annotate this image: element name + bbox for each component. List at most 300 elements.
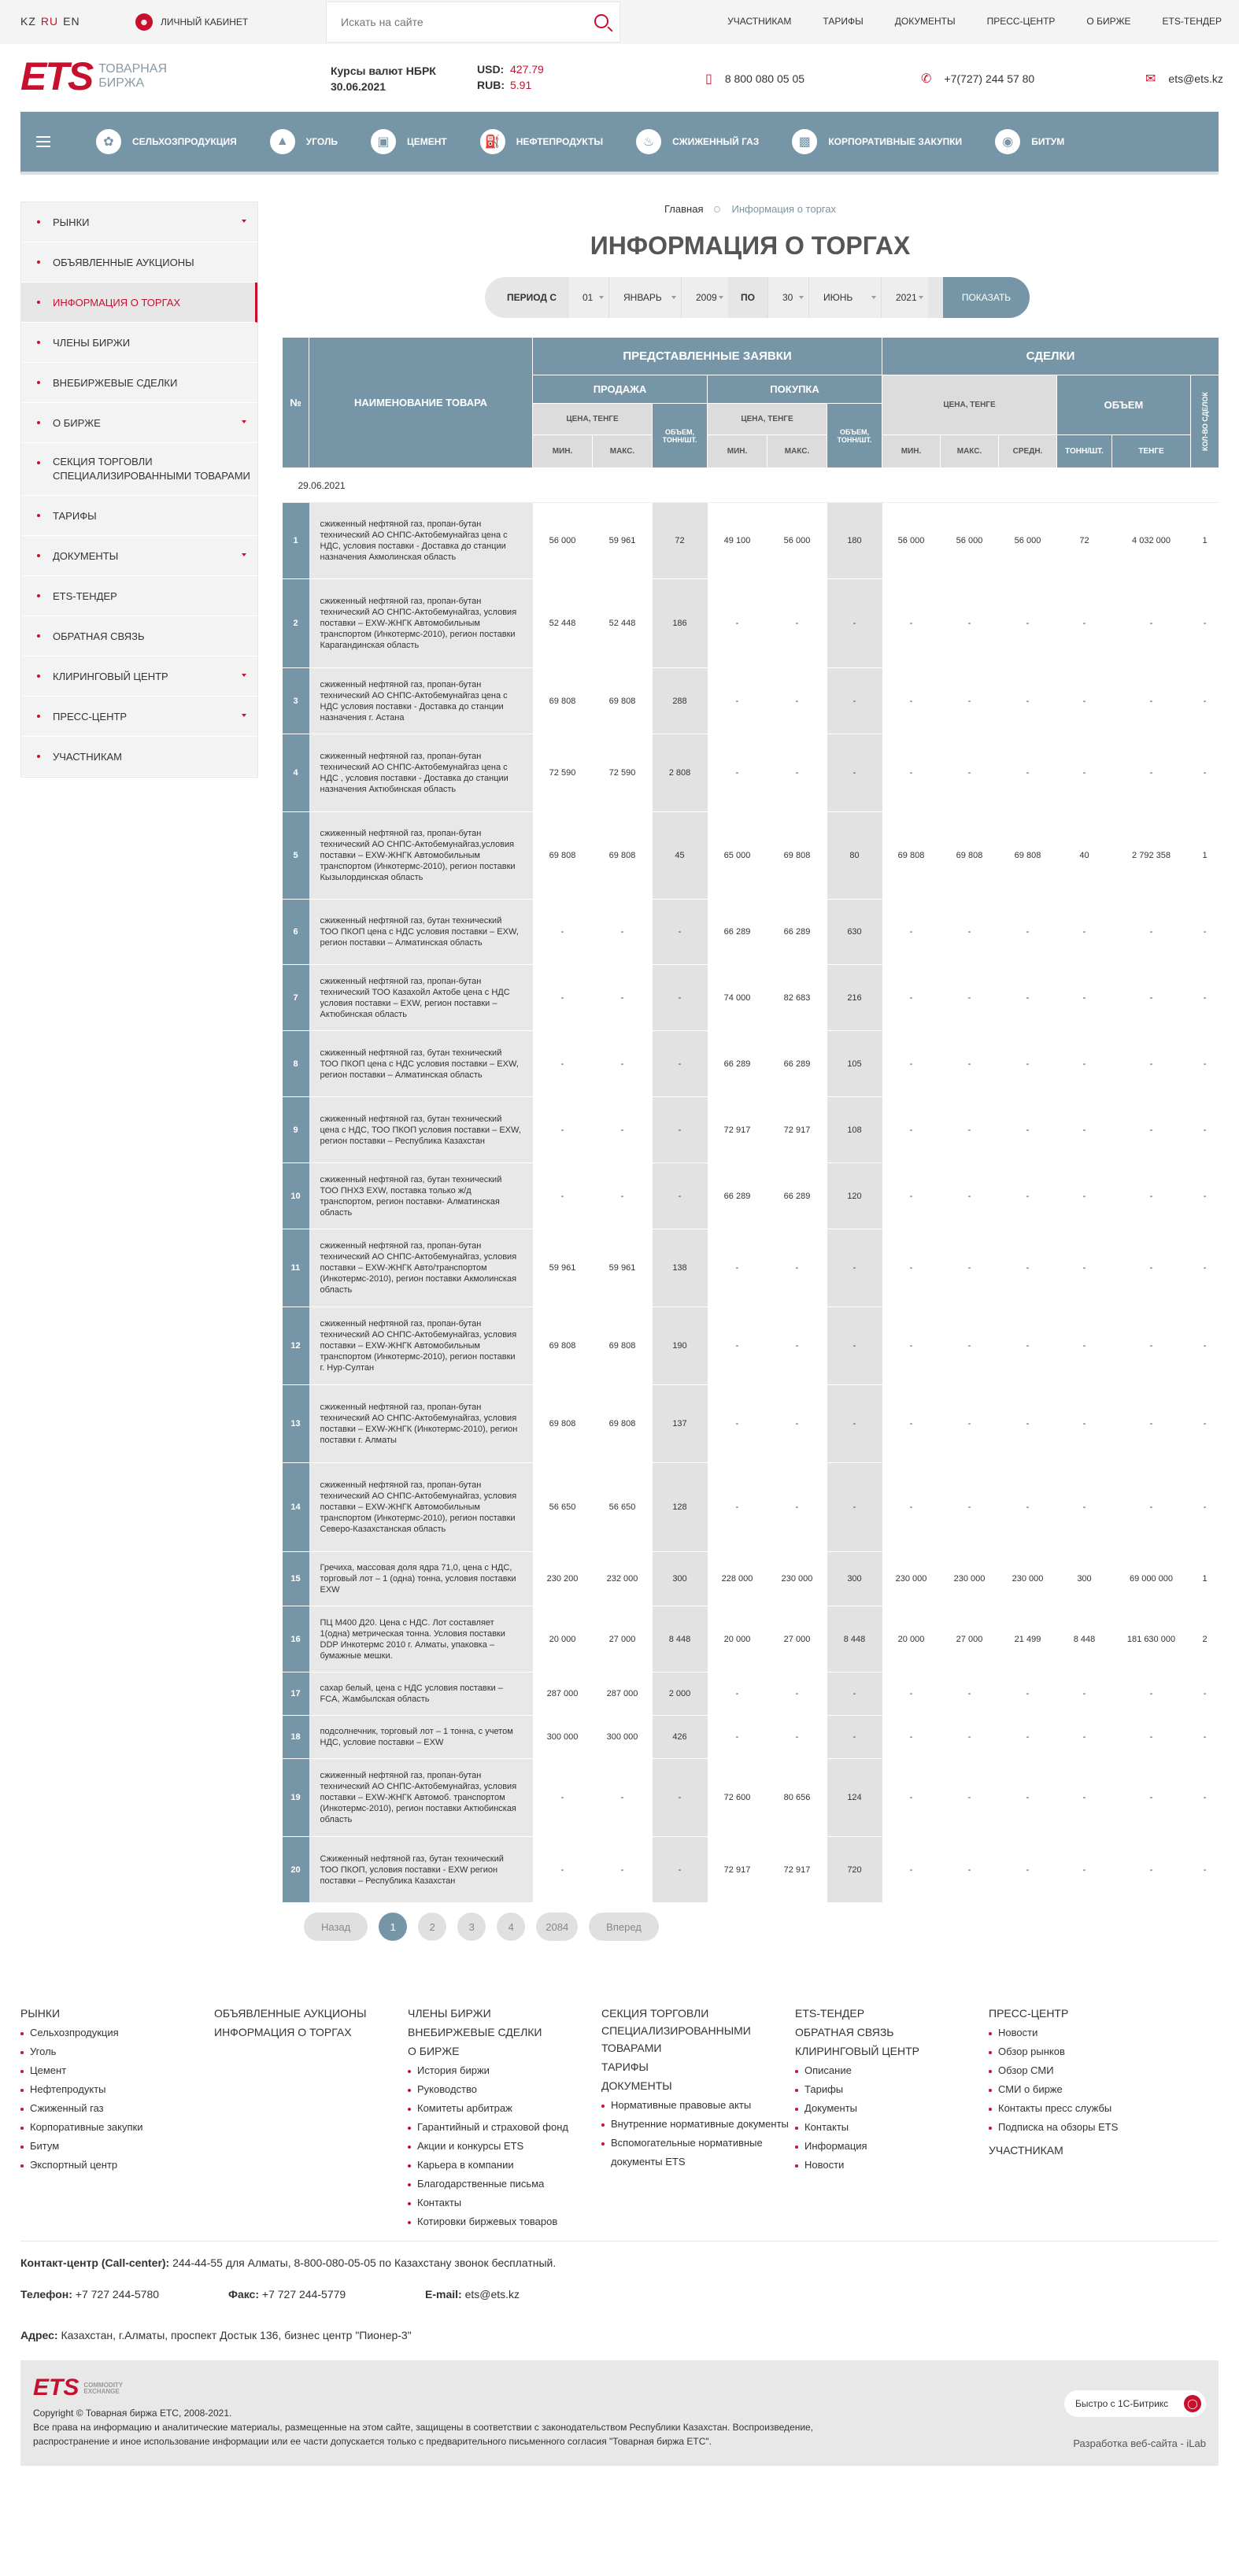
footer-link[interactable]: Экспортный центр bbox=[20, 2156, 209, 2175]
footer-members-link[interactable]: ЧЛЕНЫ БИРЖИ bbox=[408, 2007, 491, 2020]
sidebar-item[interactable] bbox=[21, 403, 257, 443]
table-cell: 230 000 bbox=[941, 1552, 999, 1606]
address-info bbox=[20, 2329, 412, 2341]
table-cell: 230 000 bbox=[882, 1552, 941, 1606]
col-requests: ПРЕДСТАВЛЕННЫЕ ЗАЯВКИ bbox=[533, 338, 882, 375]
footer-link[interactable]: Битум bbox=[20, 2137, 209, 2156]
topnav-tariffs[interactable]: ТАРИФЫ bbox=[823, 16, 864, 27]
topnav-tender[interactable]: ETS-ТЕНДЕР bbox=[1162, 16, 1222, 27]
nav-gas-label: СЖИЖЕННЫЙ ГАЗ bbox=[672, 136, 760, 147]
footer-link[interactable]: Обзор СМИ bbox=[989, 2061, 1178, 2080]
footer-clearing-list bbox=[795, 2061, 984, 2175]
footer-link[interactable]: Документы bbox=[795, 2099, 984, 2118]
bottom-logo-sub: COMMODITY EXCHANGE bbox=[83, 2382, 123, 2396]
table-cell: 300 000 bbox=[533, 1716, 593, 1759]
footer-link[interactable]: Нефтепродукты bbox=[20, 2080, 209, 2099]
personal-cabinet-link[interactable] bbox=[135, 11, 248, 33]
bitrix-badge[interactable] bbox=[1064, 2390, 1206, 2417]
table-cell: - bbox=[999, 1163, 1057, 1229]
sidebar-item-label: О БИРЖЕ bbox=[53, 416, 101, 429]
table-cell: 13 bbox=[283, 1385, 309, 1463]
footer-trade-info-link[interactable]: ИНФОРМАЦИЯ О ТОРГАХ bbox=[214, 2026, 352, 2038]
search-box bbox=[326, 2, 620, 43]
pagination bbox=[304, 1913, 670, 1941]
table-cell: 80 bbox=[827, 812, 882, 900]
footer-link[interactable]: Обзор рынков bbox=[989, 2042, 1178, 2061]
nav-cement[interactable] bbox=[371, 129, 447, 154]
table-row bbox=[283, 1097, 1219, 1163]
table-cell: 74 000 bbox=[708, 965, 767, 1031]
col-deal-max: МАКС. bbox=[941, 435, 999, 468]
table-cell: - bbox=[533, 1031, 593, 1097]
table-cell: 2 bbox=[283, 579, 309, 668]
table-cell: - bbox=[708, 734, 767, 812]
currency-values bbox=[477, 61, 544, 93]
table-cell: - bbox=[1112, 900, 1191, 965]
footer-tariffs-link[interactable]: ТАРИФЫ bbox=[601, 2060, 649, 2073]
sidebar-item-label: РЫНКИ bbox=[53, 216, 90, 228]
bottom-logo[interactable] bbox=[33, 2375, 131, 2401]
footer-link[interactable]: Сжиженный газ bbox=[20, 2099, 209, 2118]
table-cell: - bbox=[941, 1163, 999, 1229]
menu-icon[interactable] bbox=[36, 133, 50, 150]
col-product-name: НАИМЕНОВАНИЕ ТОВАРА bbox=[309, 338, 533, 468]
callcenter-label: Контакт-центр (Call-center): bbox=[20, 2256, 170, 2269]
email-info bbox=[425, 2288, 520, 2301]
table-cell: - bbox=[767, 1307, 827, 1385]
table-cell: - bbox=[1191, 1716, 1219, 1759]
table-cell: - bbox=[941, 668, 999, 734]
table-cell: 19 bbox=[283, 1759, 309, 1837]
table-cell: - bbox=[533, 1163, 593, 1229]
to-day-select[interactable]: 30 bbox=[767, 277, 808, 318]
footer-email[interactable]: ets@ets.kz bbox=[464, 2288, 520, 2301]
footer-feedback-link[interactable]: ОБРАТНАЯ СВЯЗЬ bbox=[795, 2026, 894, 2038]
table-cell: - bbox=[1057, 579, 1112, 668]
table-cell: - bbox=[882, 1385, 941, 1463]
footer-markets-title[interactable]: РЫНКИ bbox=[20, 2007, 61, 2020]
table-cell: 10 bbox=[283, 1163, 309, 1229]
sidebar-item-label: ETS-ТЕНДЕР bbox=[53, 589, 117, 602]
topnav-about[interactable]: О БИРЖЕ bbox=[1086, 16, 1131, 27]
table-cell: - bbox=[827, 668, 882, 734]
sidebar-item[interactable] bbox=[21, 656, 257, 697]
table-cell: сжиженный нефтяной газ, бутан технический ТОО ПКОП цена с НДС условия поставки – EXW, регион поставки – Алматинская область bbox=[309, 900, 533, 965]
prev-page-button[interactable]: Назад bbox=[304, 1913, 368, 1941]
footer bbox=[0, 2005, 1239, 2321]
chevron-down-icon[interactable] bbox=[242, 420, 246, 423]
footer-link[interactable]: Подписка на обзоры ETS bbox=[989, 2118, 1178, 2137]
sidebar-item[interactable] bbox=[21, 496, 257, 536]
table-cell: 4 bbox=[283, 734, 309, 812]
table-cell: - bbox=[1112, 1716, 1191, 1759]
table-cell: 128 bbox=[653, 1463, 708, 1552]
col-buy-min: МИН. bbox=[708, 435, 767, 468]
chevron-down-icon[interactable] bbox=[242, 714, 246, 717]
table-cell: 16 bbox=[283, 1606, 309, 1672]
footer-link[interactable]: Новости bbox=[795, 2156, 984, 2175]
table-cell: - bbox=[533, 965, 593, 1031]
table-cell: 228 000 bbox=[708, 1552, 767, 1606]
table-row bbox=[283, 1716, 1219, 1759]
footer-link[interactable]: Контакты bbox=[795, 2118, 984, 2137]
sidebar-item[interactable] bbox=[21, 536, 257, 576]
footer-phone[interactable]: +7 727 244-5780 bbox=[75, 2288, 160, 2301]
sidebar-item-label: СЕКЦИЯ ТОРГОВЛИ СПЕЦИАЛИЗИРОВАННЫМИ ТОВАРАМИ bbox=[53, 456, 250, 482]
from-year-select[interactable]: 2009 bbox=[681, 277, 728, 318]
table-cell: 56 000 bbox=[999, 503, 1057, 579]
email-label: E-mail: bbox=[425, 2288, 462, 2301]
top-nav bbox=[696, 16, 1222, 27]
footer-link[interactable]: Комитеты арбитраж bbox=[408, 2099, 597, 2118]
table-cell: - bbox=[999, 965, 1057, 1031]
address-row bbox=[0, 2321, 1239, 2360]
table-cell: - bbox=[941, 900, 999, 965]
table-cell: 69 808 bbox=[593, 1385, 653, 1463]
footer-otc-link[interactable]: ВНЕБИРЖЕВЫЕ СДЕЛКИ bbox=[408, 2026, 542, 2038]
sidebar-item[interactable] bbox=[21, 737, 257, 777]
table-cell: 56 650 bbox=[593, 1463, 653, 1552]
table-cell: - bbox=[999, 1385, 1057, 1463]
to-year-select[interactable]: 2021 bbox=[881, 277, 928, 318]
table-cell: сжиженный нефтяной газ, бутан технический ТОО ПНХЗ EXW, поставка только ж/д транспортом, регион поставки- Алматинская область bbox=[309, 1163, 533, 1229]
table-cell: 59 961 bbox=[533, 1229, 593, 1307]
table-cell: 52 448 bbox=[533, 579, 593, 668]
footer-link[interactable]: Информация bbox=[795, 2137, 984, 2156]
table-row bbox=[283, 1552, 1219, 1606]
table-cell: - bbox=[827, 1716, 882, 1759]
table-cell: - bbox=[767, 579, 827, 668]
usd-label: USD: bbox=[477, 63, 505, 76]
footer-link[interactable]: Внутренние нормативные документы bbox=[601, 2115, 790, 2134]
footer-col-auctions bbox=[214, 2005, 403, 2042]
to-month-select[interactable]: ИЮНЬ bbox=[808, 277, 881, 318]
table-cell: - bbox=[1191, 1759, 1219, 1837]
developer-credit[interactable]: Разработка веб-сайта - iLab bbox=[1073, 2437, 1206, 2449]
table-cell: 69 808 bbox=[533, 812, 593, 900]
table-cell: 69 808 bbox=[593, 812, 653, 900]
lang-kz[interactable]: KZ bbox=[20, 15, 36, 28]
sidebar-item-label: ПРЕСС-ЦЕНТР bbox=[53, 710, 128, 723]
table-cell: 6 bbox=[283, 900, 309, 965]
phone-2-text: +7(727) 244 57 80 bbox=[944, 72, 1035, 85]
copyright-line: Copyright © Товарная биржа ЕТС, 2008-2021. bbox=[33, 2408, 232, 2419]
footer-link[interactable]: Карьера в компании bbox=[408, 2156, 597, 2175]
footer-col-press bbox=[989, 2005, 1178, 2160]
table-cell: - bbox=[1057, 1229, 1112, 1307]
table-row bbox=[283, 1759, 1219, 1837]
footer-link[interactable]: Уголь bbox=[20, 2042, 209, 2061]
table-cell: 20 000 bbox=[708, 1606, 767, 1672]
header-phone-2[interactable] bbox=[921, 71, 1034, 87]
table-cell: 66 289 bbox=[767, 1163, 827, 1229]
sidebar-item[interactable] bbox=[21, 323, 257, 363]
table-cell: 2 808 bbox=[653, 734, 708, 812]
col-deal-tons: ТОНН/ШТ. bbox=[1057, 435, 1112, 468]
footer-clearing-link[interactable]: КЛИРИНГОВЫЙ ЦЕНТР bbox=[795, 2045, 919, 2057]
table-cell: 72 917 bbox=[708, 1837, 767, 1903]
table-cell: - bbox=[1112, 668, 1191, 734]
table-cell: - bbox=[882, 1097, 941, 1163]
table-cell: 66 289 bbox=[708, 1031, 767, 1097]
content bbox=[0, 175, 1239, 2005]
table-cell: 66 289 bbox=[708, 1163, 767, 1229]
show-button[interactable]: ПОКАЗАТЬ bbox=[943, 277, 1030, 318]
table-row bbox=[283, 965, 1219, 1031]
topnav-participants[interactable]: УЧАСТНИКАМ bbox=[727, 16, 792, 27]
table-cell: 17 bbox=[283, 1672, 309, 1716]
nav-agriculture[interactable] bbox=[96, 129, 237, 154]
table-cell: - bbox=[593, 1031, 653, 1097]
site-logo[interactable] bbox=[20, 54, 168, 98]
table-cell: 20 000 bbox=[882, 1606, 941, 1672]
footer-link[interactable]: СМИ о бирже bbox=[989, 2080, 1178, 2099]
exchange-rates bbox=[331, 63, 436, 94]
footer-section-link[interactable]: СЕКЦИЯ ТОРГОВЛИ СПЕЦИАЛИЗИРОВАННЫМИ ТОВАРАМИ bbox=[601, 2007, 751, 2054]
sidebar-item[interactable] bbox=[21, 697, 257, 737]
search-icon[interactable] bbox=[594, 14, 608, 28]
gas-icon: ♨ bbox=[636, 129, 661, 154]
date-row bbox=[283, 468, 1219, 503]
table-cell: 720 bbox=[827, 1837, 882, 1903]
sidebar-item-label: ТАРИФЫ bbox=[53, 509, 97, 522]
header-phone-1[interactable] bbox=[705, 71, 804, 87]
footer-link[interactable]: Контакты bbox=[408, 2193, 597, 2212]
table-cell: сжиженный нефтяной газ, пропан-бутан технический АО СНПС-Актобемунайгаз цена с НДС, условия поставки - Доставка до станции назначения Акмолинская область bbox=[309, 503, 533, 579]
nav-bitumen-label: БИТУМ bbox=[1031, 136, 1065, 147]
table-cell: 124 bbox=[827, 1759, 882, 1837]
bitumen-icon: ◉ bbox=[995, 129, 1020, 154]
table-cell: 120 bbox=[827, 1163, 882, 1229]
table-cell: - bbox=[882, 1672, 941, 1716]
table-cell: - bbox=[533, 900, 593, 965]
page-button[interactable]: 3 bbox=[457, 1913, 486, 1941]
phone-1-text: 8 800 080 05 05 bbox=[724, 72, 805, 85]
col-sale-max: МАКС. bbox=[593, 435, 653, 468]
lang-ru[interactable]: RU bbox=[40, 15, 59, 28]
table-cell: - bbox=[882, 965, 941, 1031]
footer-documents-link[interactable]: ДОКУМЕНТЫ bbox=[601, 2079, 672, 2092]
from-month-select[interactable]: ЯНВАРЬ bbox=[608, 277, 681, 318]
table-cell: - bbox=[653, 1031, 708, 1097]
table-cell: 300 bbox=[1057, 1552, 1112, 1606]
chevron-down-icon[interactable] bbox=[242, 674, 246, 677]
table-cell: - bbox=[999, 1229, 1057, 1307]
table-cell: сжиженный нефтяной газ, пропан-бутан технический АО СНПС-Актобемунайгаз, условия поставки – EXW-ЖНГК Автомобильным транспортом (Инкотермс-2010), регион поставки Северо-Казахстанская область bbox=[309, 1463, 533, 1552]
col-number: № bbox=[283, 338, 309, 468]
nav-oil[interactable] bbox=[480, 129, 603, 154]
table-cell: - bbox=[999, 1672, 1057, 1716]
table-cell: - bbox=[1112, 1229, 1191, 1307]
oil-icon: ⛽ bbox=[480, 129, 505, 154]
table-cell: 59 961 bbox=[593, 1229, 653, 1307]
phone-label: Телефон: bbox=[20, 2288, 72, 2301]
sidebar-item-label: ЧЛЕНЫ БИРЖИ bbox=[53, 336, 131, 349]
table-cell: - bbox=[1057, 900, 1112, 965]
footer-link[interactable]: Благодарственные письма bbox=[408, 2175, 597, 2193]
sidebar-item[interactable] bbox=[21, 576, 257, 616]
table-cell: - bbox=[708, 1716, 767, 1759]
footer-link[interactable]: Тарифы bbox=[795, 2080, 984, 2099]
page-button[interactable]: 4 bbox=[497, 1913, 525, 1941]
next-page-button[interactable]: Вперед bbox=[589, 1913, 659, 1941]
footer-link[interactable]: Контакты пресс службы bbox=[989, 2099, 1178, 2118]
table-row bbox=[283, 812, 1219, 900]
table-cell: сжиженный нефтяной газ, пропан-бутан технический ТОО Казахойл Актобе цена с НДС условия поставки – EXW, регион поставки – Актюбинская область bbox=[309, 965, 533, 1031]
table-cell: - bbox=[999, 1031, 1057, 1097]
table-cell: - bbox=[1112, 1759, 1191, 1837]
table-cell: - bbox=[827, 1463, 882, 1552]
table-cell: 1 bbox=[283, 503, 309, 579]
table-cell: 69 808 bbox=[593, 1307, 653, 1385]
footer-about-link[interactable]: О БИРЖЕ bbox=[408, 2045, 460, 2057]
footer-link[interactable]: Цемент bbox=[20, 2061, 209, 2080]
footer-tender-link[interactable]: ETS-ТЕНДЕР bbox=[795, 2007, 865, 2020]
footer-link[interactable]: История биржи bbox=[408, 2061, 597, 2080]
footer-link[interactable]: Описание bbox=[795, 2061, 984, 2080]
table-cell: 52 448 bbox=[593, 579, 653, 668]
table-cell: - bbox=[1112, 1031, 1191, 1097]
col-deal-min: МИН. bbox=[882, 435, 941, 468]
table-cell: - bbox=[593, 900, 653, 965]
table-cell: 56 650 bbox=[533, 1463, 593, 1552]
table-row bbox=[283, 1672, 1219, 1716]
footer-auctions-link[interactable]: ОБЪЯВЛЕННЫЕ АУКЦИОНЫ bbox=[214, 2007, 367, 2020]
rates-title: Курсы валют НБРК bbox=[331, 65, 436, 77]
table-cell: - bbox=[941, 734, 999, 812]
search-input[interactable] bbox=[327, 2, 571, 42]
table-cell: 630 bbox=[827, 900, 882, 965]
table-cell: 11 bbox=[283, 1229, 309, 1307]
table-cell: 72 bbox=[653, 503, 708, 579]
table-cell: - bbox=[941, 579, 999, 668]
chevron-down-icon[interactable] bbox=[242, 553, 246, 556]
footer-link[interactable]: Вспомогательные нормативные документы ETS bbox=[601, 2134, 790, 2171]
col-buy-max: МАКС. bbox=[767, 435, 827, 468]
sidebar-item[interactable] bbox=[21, 283, 257, 323]
table-cell: 108 bbox=[827, 1097, 882, 1163]
period-to-label: ПО bbox=[740, 292, 755, 303]
table-cell: - bbox=[1191, 1307, 1219, 1385]
sidebar-item[interactable] bbox=[21, 202, 257, 242]
table-cell: 69 808 bbox=[767, 812, 827, 900]
header-email[interactable] bbox=[1145, 71, 1223, 87]
breadcrumb-home[interactable]: Главная bbox=[664, 203, 704, 215]
footer-press-link[interactable]: ПРЕСС-ЦЕНТР bbox=[989, 2007, 1069, 2020]
nav-gas[interactable] bbox=[636, 129, 759, 154]
page-button[interactable]: 2 bbox=[418, 1913, 446, 1941]
sidebar-item[interactable] bbox=[21, 616, 257, 656]
bitrix-icon: ◯ bbox=[1184, 2395, 1201, 2412]
col-sale-price: ЦЕНА, ТЕНГЕ bbox=[533, 404, 653, 435]
table-cell: 8 448 bbox=[1057, 1606, 1112, 1672]
sidebar-item[interactable] bbox=[21, 363, 257, 403]
table-cell: Сжиженный нефтяной газ, бутан технический ТОО ПКОП, условия поставки - EXW регион поставки – Республика Казахстан bbox=[309, 1837, 533, 1903]
breadcrumb-current: Информация о торгах bbox=[731, 203, 836, 215]
date-cell: 29.06.2021 bbox=[283, 468, 1219, 503]
nav-bitumen[interactable] bbox=[995, 129, 1064, 154]
mobile-icon: ▯ bbox=[705, 72, 712, 86]
table-cell: - bbox=[941, 1716, 999, 1759]
table-cell: - bbox=[1112, 1307, 1191, 1385]
table-cell: 66 289 bbox=[708, 900, 767, 965]
footer-link[interactable]: Сельхозпродукция bbox=[20, 2023, 209, 2042]
lang-en[interactable]: EN bbox=[63, 15, 80, 28]
nav-oil-label: НЕФТЕПРОДУКТЫ bbox=[516, 136, 604, 147]
topnav-documents[interactable]: ДОКУМЕНТЫ bbox=[894, 16, 956, 27]
table-cell: 1 bbox=[1191, 812, 1219, 900]
table-cell: - bbox=[1191, 1463, 1219, 1552]
table-cell: сжиженный нефтяной газ, пропан-бутан технический АО СНПС-Актобемунайгаз,условия поставки – EXW-ЖНГК Автомобильным транспортом (Инкотермс-2010), регион поставки Кызылординская область bbox=[309, 812, 533, 900]
table-row bbox=[283, 1837, 1219, 1903]
table-cell: - bbox=[882, 1716, 941, 1759]
table-cell: 190 bbox=[653, 1307, 708, 1385]
table-cell: - bbox=[882, 1463, 941, 1552]
period-from-label: ПЕРИОД С bbox=[507, 292, 557, 303]
table-cell: 9 bbox=[283, 1097, 309, 1163]
footer-participants-link[interactable]: УЧАСТНИКАМ bbox=[989, 2144, 1063, 2157]
topnav-press-center[interactable]: ПРЕСС-ЦЕНТР bbox=[986, 16, 1056, 27]
table-cell: - bbox=[1057, 1097, 1112, 1163]
table-cell: 69 808 bbox=[941, 812, 999, 900]
table-cell: - bbox=[1191, 1837, 1219, 1903]
footer-col-markets bbox=[20, 2005, 209, 2179]
table-cell: сжиженный нефтяной газ, пропан-бутан технический АО СНПС-Актобемунайгаз цена с НДС , условия поставки - Доставка до станции назначения Актюбинская область bbox=[309, 734, 533, 812]
bottom-logo-mark: ETS bbox=[33, 2375, 80, 2400]
sidebar-item[interactable] bbox=[21, 242, 257, 283]
table-cell: - bbox=[1112, 1163, 1191, 1229]
table-cell: - bbox=[882, 900, 941, 965]
footer-link[interactable]: Корпоративные закупки bbox=[20, 2118, 209, 2137]
table-cell: - bbox=[653, 1163, 708, 1229]
table-cell: - bbox=[708, 1307, 767, 1385]
sidebar-item[interactable] bbox=[21, 443, 257, 496]
footer-link[interactable]: Акции и конкурсы ETS bbox=[408, 2137, 597, 2156]
footer-documents-list bbox=[601, 2096, 790, 2171]
rub-label: RUB: bbox=[477, 79, 505, 91]
footer-fax: +7 727 244-5779 bbox=[261, 2288, 346, 2301]
col-deals: СДЕЛКИ bbox=[882, 338, 1219, 375]
mail-icon: ✉ bbox=[1145, 72, 1156, 86]
table-cell: - bbox=[882, 1837, 941, 1903]
from-day-select[interactable]: 01 bbox=[568, 277, 608, 318]
table-cell: - bbox=[1057, 668, 1112, 734]
nav-coal[interactable] bbox=[270, 129, 338, 154]
table-cell: - bbox=[593, 1759, 653, 1837]
footer-link[interactable]: Нормативные правовые акты bbox=[601, 2096, 790, 2115]
nav-corporate[interactable] bbox=[792, 129, 962, 154]
table-cell: - bbox=[999, 1307, 1057, 1385]
footer-link[interactable]: Новости bbox=[989, 2023, 1178, 2042]
table-cell: - bbox=[533, 1097, 593, 1163]
table-cell: 82 683 bbox=[767, 965, 827, 1031]
chevron-down-icon[interactable] bbox=[242, 220, 246, 223]
table-cell: ПЦ М400 Д20. Цена с НДС. Лот составляет 1(одна) метрическая тонна. Условия поставки DDP Инкотермс 2010 г. Алматы, упаковка – бумажные мешки. bbox=[309, 1606, 533, 1672]
page-button[interactable]: 2084 bbox=[536, 1913, 578, 1941]
footer-link[interactable]: Руководство bbox=[408, 2080, 597, 2099]
table-cell: 15 bbox=[283, 1552, 309, 1606]
table-cell: 72 590 bbox=[533, 734, 593, 812]
callcenter-text: 244-44-55 для Алматы, 8-800-080-05-05 по Казахстану звонок бесплатный. bbox=[172, 2256, 557, 2269]
footer-link[interactable]: Котировки биржевых товаров bbox=[408, 2212, 597, 2231]
table-cell: - bbox=[1112, 965, 1191, 1031]
table-row bbox=[283, 503, 1219, 579]
trades-table-body bbox=[283, 468, 1219, 1903]
page-button[interactable]: 1 bbox=[379, 1913, 407, 1941]
table-cell: - bbox=[827, 734, 882, 812]
footer-link[interactable]: Гарантийный и страховой фонд bbox=[408, 2118, 597, 2137]
table-cell: - bbox=[1112, 1837, 1191, 1903]
